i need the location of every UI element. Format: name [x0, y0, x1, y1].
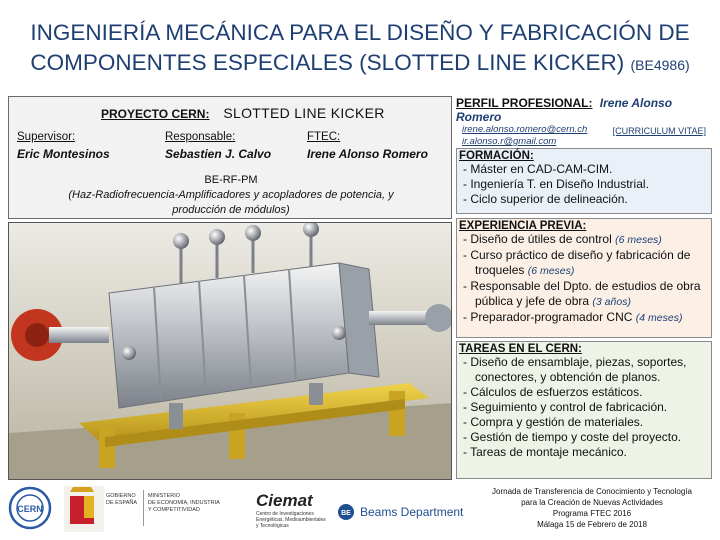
svg-text:y Tecnológicas: y Tecnológicas — [256, 523, 289, 529]
experiencia-section — [456, 218, 712, 338]
list-item-text: Preparador-programador CNC — [470, 310, 633, 324]
footer-line-3: Programa FTEC 2016 — [552, 509, 632, 518]
supervisor-label: Supervisor: — [17, 131, 76, 143]
list-item: - Compra y gestión de materiales. — [457, 415, 711, 430]
group-description-2: producción de módulos) — [172, 204, 290, 216]
page-title — [0, 18, 720, 80]
project-code: (BE4986) — [630, 57, 690, 73]
list-item — [457, 279, 711, 310]
cern-logo-text: CERN — [17, 504, 43, 514]
list-item: - Seguimiento y control de fabricación. — [457, 400, 711, 415]
title-line-2 — [0, 48, 720, 80]
duration: (6 meses) — [615, 234, 662, 246]
duration: (3 años) — [592, 296, 631, 308]
svg-text:Ciemat: Ciemat — [256, 491, 313, 510]
formacion-section — [456, 148, 712, 214]
title-line-1: INGENIERÍA MECÁNICA PARA EL DISEÑO Y FABRICACIÓN DE — [30, 20, 690, 45]
svg-text:Centro de Investigaciones: Centro de Investigaciones — [256, 511, 314, 517]
list-item — [457, 232, 711, 248]
gobierno-ministerio-text — [106, 490, 220, 526]
list-item-text: Diseño de útiles de control — [470, 232, 612, 246]
title-line-2-text: COMPONENTES ESPECIALES (SLOTTED LINE KICKER) — [30, 50, 625, 75]
group-info — [9, 173, 453, 218]
svg-text:Energéticas, Medioambientales: Energéticas, Medioambientales — [256, 517, 326, 523]
group-description-1: (Haz-Radiofrecuencia-Amplificadores y acopladores de potencia, y — [68, 189, 394, 201]
logos-bar — [8, 484, 472, 534]
svg-text:Beams Department: Beams Department — [360, 505, 464, 519]
list-item: - Diseño de ensamblaje, piezas, soportes, conectores, y obtención de planos. — [457, 355, 711, 385]
group-code: BE-RF-PM — [204, 174, 258, 186]
formacion-list — [457, 162, 711, 207]
responsable-name: Sebastien J. Calvo — [165, 147, 272, 161]
supervisor-name: Eric Montesinos — [17, 147, 110, 161]
list-item: - Gestión de tiempo y coste del proyecto. — [457, 430, 711, 445]
svg-text:BE: BE — [341, 510, 351, 517]
ciemat-logo — [256, 491, 326, 529]
svg-text:GOBIERNO: GOBIERNO — [106, 493, 136, 499]
ftec-label: FTEC: — [307, 131, 341, 143]
ftec-name: Irene Alonso Romero — [307, 147, 428, 161]
profile-name: Irene Alonso Romero — [456, 96, 673, 124]
list-item: - Ciclo superior de delineación. — [457, 192, 711, 207]
kicker-assembly-photo — [8, 222, 452, 480]
list-item: - Ingeniería T. en Diseño Industrial. — [457, 177, 711, 192]
list-item-text: Curso práctico de diseño y fabricación de troqueles — [470, 248, 691, 277]
kicker-assembly-illustration — [9, 223, 452, 480]
responsable-label: Responsable: — [165, 131, 236, 143]
footer-line-1: Jornada de Transferencia de Conocimiento y Tecnología — [492, 487, 692, 496]
beams-department-logo — [338, 504, 464, 520]
tareas-list — [457, 355, 711, 460]
list-item: - Cálculos de esfuerzos estáticos. — [457, 385, 711, 400]
svg-text:Y COMPETITIVIDAD: Y COMPETITIVIDAD — [148, 507, 200, 513]
list-item — [457, 248, 711, 279]
cern-logo — [10, 488, 50, 528]
profile-line — [456, 96, 712, 124]
tareas-title: TAREAS EN EL CERN: — [459, 343, 582, 355]
project-label: PROYECTO CERN: — [101, 107, 210, 121]
experiencia-title: EXPERIENCIA PREVIA: — [459, 220, 587, 232]
list-item: - Tareas de montaje mecánico. — [457, 445, 711, 460]
svg-text:MINISTERIO: MINISTERIO — [148, 493, 181, 499]
list-item: - Máster en CAD-CAM-CIM. — [457, 162, 711, 177]
email-cern-link[interactable]: irene.alonso.romero@cern.ch — [462, 124, 588, 135]
email-gmail-link[interactable]: ir.alonso.r@gmail.com — [462, 136, 557, 147]
tareas-section — [456, 341, 712, 479]
footer-line-4: Málaga 15 de Febrero de 2018 — [537, 520, 647, 529]
project-line — [101, 105, 385, 121]
svg-text:DE ESPAÑA: DE ESPAÑA — [106, 500, 138, 506]
logos-illustration — [8, 484, 472, 534]
svg-text:DE ECONOMÍA, INDUSTRIA: DE ECONOMÍA, INDUSTRIA — [148, 500, 220, 506]
formacion-title: FORMACIÓN: — [459, 150, 534, 162]
profile-header — [456, 96, 712, 146]
profile-label: PERFIL PROFESIONAL: — [456, 96, 593, 110]
experiencia-list — [457, 232, 711, 326]
gobierno-espana-logo — [64, 486, 104, 532]
cv-link[interactable]: [CURRICULUM VITAE] — [612, 126, 706, 136]
project-info-box — [8, 96, 452, 219]
list-item — [457, 310, 711, 326]
list-item-text: Responsable del Dpto. de estudios de obra pública y jefe de obra — [470, 279, 701, 308]
event-footer — [470, 486, 714, 530]
footer-line-2: para la Creación de Nuevas Actividades — [521, 498, 663, 507]
duration: (6 meses) — [527, 265, 575, 277]
duration: (4 meses) — [635, 312, 683, 324]
project-name: SLOTTED LINE KICKER — [223, 105, 385, 121]
